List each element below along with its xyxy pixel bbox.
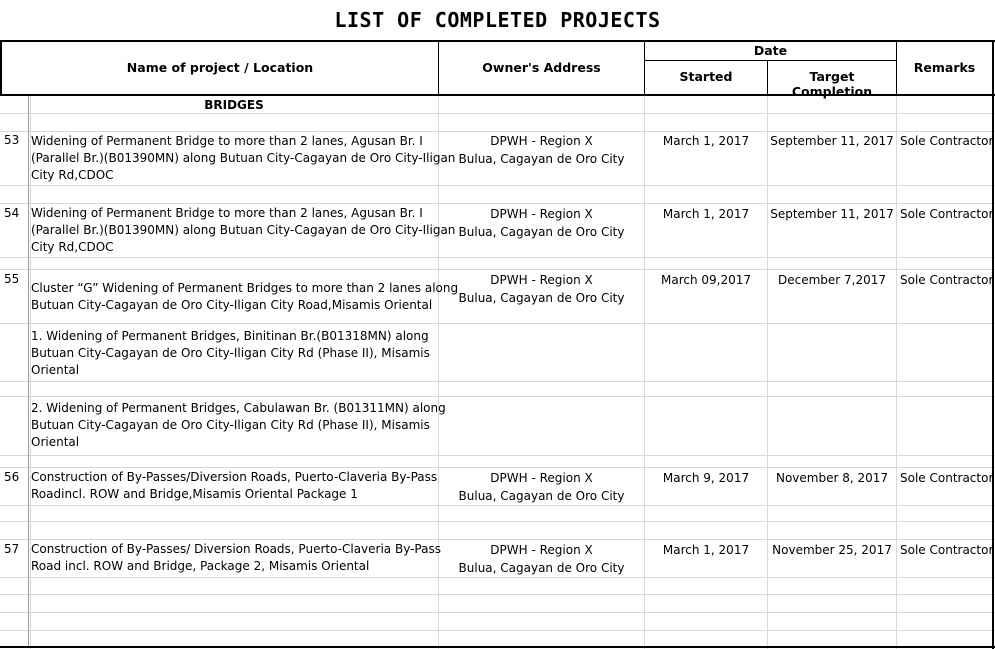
gridline (0, 594, 995, 595)
header-started: Started (679, 69, 733, 84)
project-line: City Rd,CDOC (31, 168, 114, 182)
project-subline: Butuan City-Cagayan de Oro City-Iligan City Rd (Phase II), Misamis (31, 346, 430, 360)
row-number: 56 (4, 470, 20, 484)
gridline (0, 467, 995, 468)
target-date: September 11, 2017 (770, 207, 894, 221)
owner-line: Bulua, Cagayan de Oro City (458, 489, 625, 503)
gridline (0, 323, 995, 324)
project-line: Widening of Permanent Bridge to more than 2 lanes, Agusan Br. I (31, 206, 423, 220)
remarks-cell: Sole Contractor (900, 207, 994, 221)
row-number: 53 (4, 133, 20, 147)
started-date: March 1, 2017 (662, 134, 750, 148)
project-line: Construction of By-Passes/Diversion Roads, Puerto-Claveria By-Pass (31, 470, 438, 484)
started-date: March 1, 2017 (662, 207, 750, 221)
gridline (644, 95, 645, 649)
gridline (0, 396, 995, 397)
remarks-cell: Sole Contractor (900, 471, 994, 485)
remarks-cell: Sole Contractor (900, 543, 994, 557)
gridline (0, 203, 995, 204)
project-subline: Butuan City-Cagayan de Oro City-Iligan City Rd (Phase II), Misamis (31, 418, 430, 432)
gridline (0, 131, 995, 132)
owner-line: DPWH - Region X (490, 134, 593, 148)
started-date: March 09,2017 (660, 273, 752, 287)
header-date: Date (753, 43, 788, 58)
project-subline: Oriental (31, 363, 80, 377)
section-label: BRIDGES (204, 98, 264, 112)
target-date: November 8, 2017 (775, 471, 889, 485)
header-name: Name of project / Location (126, 60, 314, 75)
project-line: (Parallel Br.)(B01390MN) along Butuan City-Cagayan de Oro City-Iligan (31, 223, 456, 237)
gridline (0, 630, 995, 631)
border (28, 96, 29, 646)
started-date: March 1, 2017 (662, 543, 750, 557)
project-subline: Oriental (31, 435, 80, 449)
gridline (0, 577, 995, 578)
gridline (0, 269, 995, 270)
page-title: LIST OF COMPLETED PROJECTS (334, 8, 661, 32)
started-date: March 9, 2017 (662, 471, 750, 485)
owner-line: Bulua, Cagayan de Oro City (458, 225, 625, 239)
owner-line: Bulua, Cagayan de Oro City (458, 152, 625, 166)
gridline (0, 257, 995, 258)
gridline (0, 539, 995, 540)
row-number: 54 (4, 206, 20, 220)
remarks-cell: Sole Contractor (900, 134, 994, 148)
gridline (767, 95, 768, 649)
gridline (0, 185, 995, 186)
project-line: Construction of By-Passes/ Diversion Roads, Puerto-Claveria By-Pass (31, 542, 441, 556)
gridline (0, 381, 995, 382)
owner-line: Bulua, Cagayan de Oro City (458, 291, 625, 305)
row-number: 57 (4, 542, 20, 556)
project-line: (Parallel Br.)(B01390MN) along Butuan City-Cagayan de Oro City-Iligan (31, 151, 456, 165)
gridline (0, 505, 995, 506)
row-number: 55 (4, 272, 20, 286)
owner-line: DPWH - Region X (490, 543, 593, 557)
target-date: December 7,2017 (777, 273, 887, 287)
gridline (0, 521, 995, 522)
bottom-border (0, 646, 995, 648)
owner-line: Bulua, Cagayan de Oro City (458, 561, 625, 575)
owner-line: DPWH - Region X (490, 273, 593, 287)
header-target: Target Completion (791, 69, 873, 99)
project-subline: 1. Widening of Permanent Bridges, Binitinan Br.(B01318MN) along (31, 329, 429, 343)
owner-line: DPWH - Region X (490, 471, 593, 485)
header-remarks: Remarks (913, 60, 976, 75)
gridline (0, 455, 995, 456)
gridline (896, 95, 897, 649)
header-owner: Owner's Address (482, 60, 601, 75)
remarks-cell: Sole Contractor (900, 273, 994, 287)
project-line: City Rd,CDOC (31, 240, 114, 254)
project-line: Cluster “G” Widening of Permanent Bridges to more than 2 lanes along (31, 281, 459, 295)
border (644, 60, 896, 61)
project-line: Road incl. ROW and Bridge, Package 2, Misamis Oriental (31, 559, 370, 573)
project-line: Widening of Permanent Bridge to more than 2 lanes, Agusan Br. I (31, 134, 423, 148)
header-top-border (0, 40, 995, 42)
project-line: Butuan City-Cagayan de Oro City-Iligan City Road,Misamis Oriental (31, 298, 433, 312)
target-date: November 25, 2017 (772, 543, 892, 557)
gridline (0, 612, 995, 613)
target-date: September 11, 2017 (770, 134, 894, 148)
owner-line: DPWH - Region X (490, 207, 593, 221)
project-subline: 2. Widening of Permanent Bridges, Cabulawan Br. (B01311MN) along (31, 401, 446, 415)
project-line: Roadincl. ROW and Bridge,Misamis Oriental Package 1 (31, 487, 358, 501)
